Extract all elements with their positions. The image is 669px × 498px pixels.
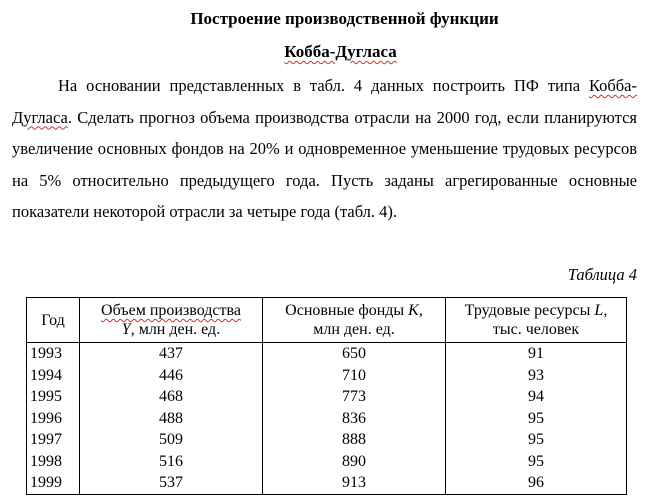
header-output [80, 298, 263, 343]
table-row [27, 451, 627, 473]
cell-funds: 836 [263, 408, 446, 430]
header-funds-comma: , [418, 302, 423, 319]
cell-year: 1995 [27, 386, 80, 408]
header-output-variable: Y [121, 321, 131, 338]
header-output-line-2: , млн ден. ед. [130, 321, 221, 338]
table-row [27, 386, 627, 408]
table-row [27, 365, 627, 387]
cell-year: 1993 [27, 343, 80, 365]
header-funds-variable: K [408, 302, 419, 319]
cell-output: 516 [80, 451, 263, 473]
cell-funds: 913 [263, 472, 446, 494]
paragraph-sentence-2: . Сделать прогноз объема производства отрасли на 2000 год, если планируются увеличение основных фондов на 20% и одновременное уменьшение трудовых ресурсов на 5% относительно предыдущего года. Пусть заданы агрегированные основные показатели некоторой отрасли за четыре года (табл. 4). [12, 107, 637, 221]
header-year: Год [27, 298, 80, 343]
header-labor-line-2: тыс. человек [492, 321, 580, 338]
cell-year: 1999 [27, 472, 80, 494]
header-labor-comma: , [603, 302, 608, 319]
cell-funds: 890 [263, 451, 446, 473]
cell-output: 437 [80, 343, 263, 365]
header-output-line-1: Объем производства [101, 302, 241, 319]
cell-funds: 888 [263, 429, 446, 451]
task-paragraph [12, 70, 637, 228]
table-row [27, 472, 627, 494]
cell-output: 468 [80, 386, 263, 408]
header-labor-variable: L [594, 302, 604, 319]
header-funds-line-2: млн ден. ед. [313, 321, 395, 338]
cell-output: 537 [80, 472, 263, 494]
table-row [27, 343, 627, 365]
document-title-line-1: Построение производственной функции [190, 9, 499, 28]
cell-labor: 91 [446, 343, 627, 365]
cell-labor: 93 [446, 365, 627, 387]
header-funds-line-1: Основные фонды [285, 302, 409, 319]
cell-output: 488 [80, 408, 263, 430]
cell-funds: 773 [263, 386, 446, 408]
cell-labor: 95 [446, 429, 627, 451]
cell-labor: 94 [446, 386, 627, 408]
title-line-2-text: Кобба-Дугласа [284, 42, 397, 61]
cell-year: 1994 [27, 365, 80, 387]
paragraph-text [12, 70, 637, 228]
document-title-line-2 [6, 42, 669, 62]
header-labor [446, 298, 627, 343]
header-funds [263, 298, 446, 343]
cell-year: 1998 [27, 451, 80, 473]
table-caption: Таблица 4 [567, 265, 637, 284]
cell-output: 446 [80, 365, 263, 387]
cell-year: 1997 [27, 429, 80, 451]
header-labor-line-1: Трудовые ресурсы [464, 302, 595, 319]
cell-labor: 96 [446, 472, 627, 494]
paragraph-underlined-term: Кобба-Дугласа [12, 76, 637, 127]
cell-funds: 650 [263, 343, 446, 365]
cell-labor: 95 [446, 408, 627, 430]
cell-year: 1996 [27, 408, 80, 430]
cell-output: 509 [80, 429, 263, 451]
cell-funds: 710 [263, 365, 446, 387]
cell-labor: 95 [446, 451, 627, 473]
data-table [26, 297, 627, 495]
paragraph-sentence-1: На основании представленных в табл. 4 данных построить ПФ типа [58, 76, 581, 95]
table-row [27, 408, 627, 430]
table-header-row [27, 298, 627, 343]
table-row [27, 429, 627, 451]
